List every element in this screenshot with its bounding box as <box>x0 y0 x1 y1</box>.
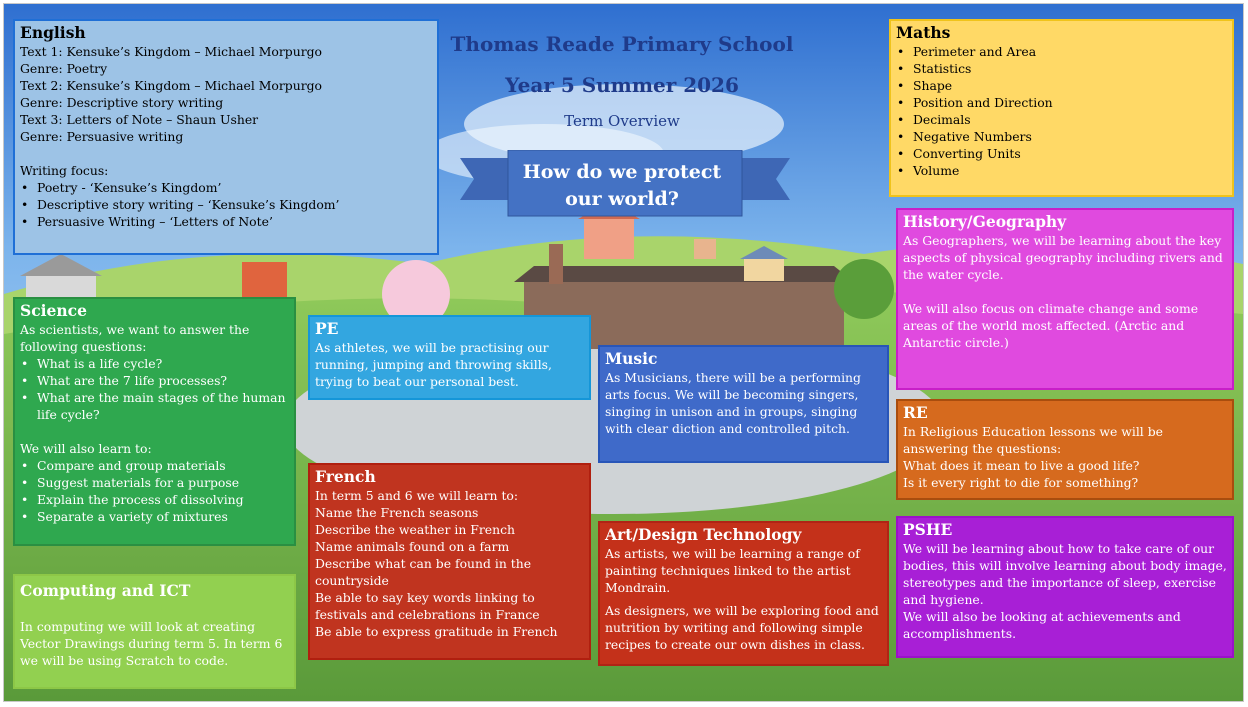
list-item: • Negative Numbers <box>896 128 1227 145</box>
pshe-para1: We will be learning about how to take care of our bodies, this will involve learning about body image, stereotypes and the importance of sleep, exercise and hygiene. <box>903 541 1227 607</box>
list-item: • Shape <box>896 77 1227 94</box>
list-item: • Statistics <box>896 60 1227 77</box>
art-design-panel <box>598 521 889 666</box>
theme-question <box>507 159 737 213</box>
science-also-list <box>20 457 289 525</box>
english-line: Genre: Descriptive story writing <box>20 95 224 110</box>
history-para2: We will also focus on climate change and some areas of the world most affected. (Arctic and Antarctic circle.) <box>903 301 1199 350</box>
re-title: RE <box>903 403 928 422</box>
art-para2: As designers, we will be exploring food and nutrition by writing and following simple recipes to create our own dishes in class. <box>605 603 879 652</box>
computing-panel <box>13 574 296 689</box>
list-item: • Descriptive story writing – ‘Kensuke’s Kingdom’ <box>20 196 432 213</box>
french-line: Describe the weather in French <box>315 522 515 537</box>
english-panel <box>13 19 439 255</box>
spacer <box>20 423 289 440</box>
theme-question-line1: How do we protect <box>522 161 722 183</box>
computing-text: In computing we will look at creating Vector Drawings during term 5. In term 6 we will be using Scratch to code. <box>20 619 283 668</box>
french-line: Name the French seasons <box>315 505 479 520</box>
computing-title: Computing and ICT <box>20 581 191 600</box>
french-title: French <box>315 467 376 486</box>
history-title: History/Geography <box>903 212 1067 231</box>
pshe-panel <box>896 516 1234 658</box>
re-line: Is it every right to die for something? <box>903 475 1139 490</box>
writing-focus-list <box>20 179 432 230</box>
french-line: In term 5 and 6 we will learn to: <box>315 488 519 503</box>
list-item: • What are the 7 life processes? <box>20 372 289 389</box>
french-panel <box>308 463 591 660</box>
spacer <box>20 145 432 162</box>
science-also-heading: We will also learn to: <box>20 441 152 456</box>
pe-text: As athletes, we will be practising our running, jumping and throwing skills, trying to beat our personal best. <box>315 340 552 389</box>
pe-panel <box>308 315 591 400</box>
list-item: • Separate a variety of mixtures <box>20 508 289 525</box>
re-panel <box>896 399 1234 500</box>
science-panel <box>13 297 296 546</box>
science-questions <box>20 355 289 423</box>
list-item: • Explain the process of dissolving <box>20 491 289 508</box>
re-line: What does it mean to live a good life? <box>903 458 1140 473</box>
science-title: Science <box>20 301 87 320</box>
list-item: • Compare and group materials <box>20 457 289 474</box>
history-geography-panel <box>896 208 1234 390</box>
art-title: Art/Design Technology <box>605 525 802 544</box>
history-para1: As Geographers, we will be learning about the key aspects of physical geography including rivers and the water cycle. <box>903 233 1223 282</box>
list-item: • What are the main stages of the human life cycle? <box>20 389 289 423</box>
list-item: • Position and Direction <box>896 94 1227 111</box>
term-overview-label: Term Overview <box>564 112 680 130</box>
spacer <box>903 283 1227 300</box>
science-intro: As scientists, we want to answer the following questions: <box>20 322 250 354</box>
art-para1: As artists, we will be learning a range of painting techniques linked to the artist Mondrain. <box>605 546 860 595</box>
french-line: Describe what can be found in the countryside <box>315 556 532 588</box>
list-item: • Volume <box>896 162 1227 179</box>
list-item: • Converting Units <box>896 145 1227 162</box>
list-item: • Decimals <box>896 111 1227 128</box>
list-item: • Poetry - ‘Kensuke’s Kingdom’ <box>20 179 432 196</box>
list-item: • Suggest materials for a purpose <box>20 474 289 491</box>
english-line: Text 3: Letters of Note – Shaun Usher <box>20 112 259 127</box>
music-panel <box>598 345 889 463</box>
english-title: English <box>20 23 86 42</box>
pe-title: PE <box>315 319 339 338</box>
theme-question-line2: our world? <box>565 188 679 210</box>
french-line: Name animals found on a farm <box>315 539 510 554</box>
pshe-title: PSHE <box>903 520 953 539</box>
pshe-para2: We will also be looking at achievements and accomplishments. <box>903 609 1181 641</box>
year-title: Year 5 Summer 2026 <box>505 73 739 97</box>
school-name: Thomas Reade Primary School <box>450 32 794 56</box>
list-item: • Persuasive Writing – ‘Letters of Note’ <box>20 213 432 230</box>
maths-list <box>896 43 1227 179</box>
english-line: Text 2: Kensuke’s Kingdom – Michael Morpurgo <box>20 78 323 93</box>
music-text: As Musicians, there will be a performing arts focus. We will be becoming singers, singing in unison and in groups, singing with clear diction and controlled pitch. <box>605 370 861 436</box>
writing-focus-heading: Writing focus: <box>20 163 109 178</box>
slide-frame <box>3 3 1244 702</box>
list-item: • What is a life cycle? <box>20 355 289 372</box>
french-line: Be able to say key words linking to festivals and celebrations in France <box>315 590 540 622</box>
english-line: Genre: Poetry <box>20 61 108 76</box>
english-line: Text 1: Kensuke’s Kingdom – Michael Morpurgo <box>20 44 323 59</box>
maths-title: Maths <box>896 23 951 42</box>
french-line: Be able to express gratitude in French <box>315 624 558 639</box>
maths-panel <box>889 19 1234 197</box>
re-line: In Religious Education lessons we will be answering the questions: <box>903 424 1163 456</box>
music-title: Music <box>605 349 658 368</box>
english-line: Genre: Persuasive writing <box>20 129 184 144</box>
list-item: • Perimeter and Area <box>896 43 1227 60</box>
spacer <box>20 601 289 618</box>
